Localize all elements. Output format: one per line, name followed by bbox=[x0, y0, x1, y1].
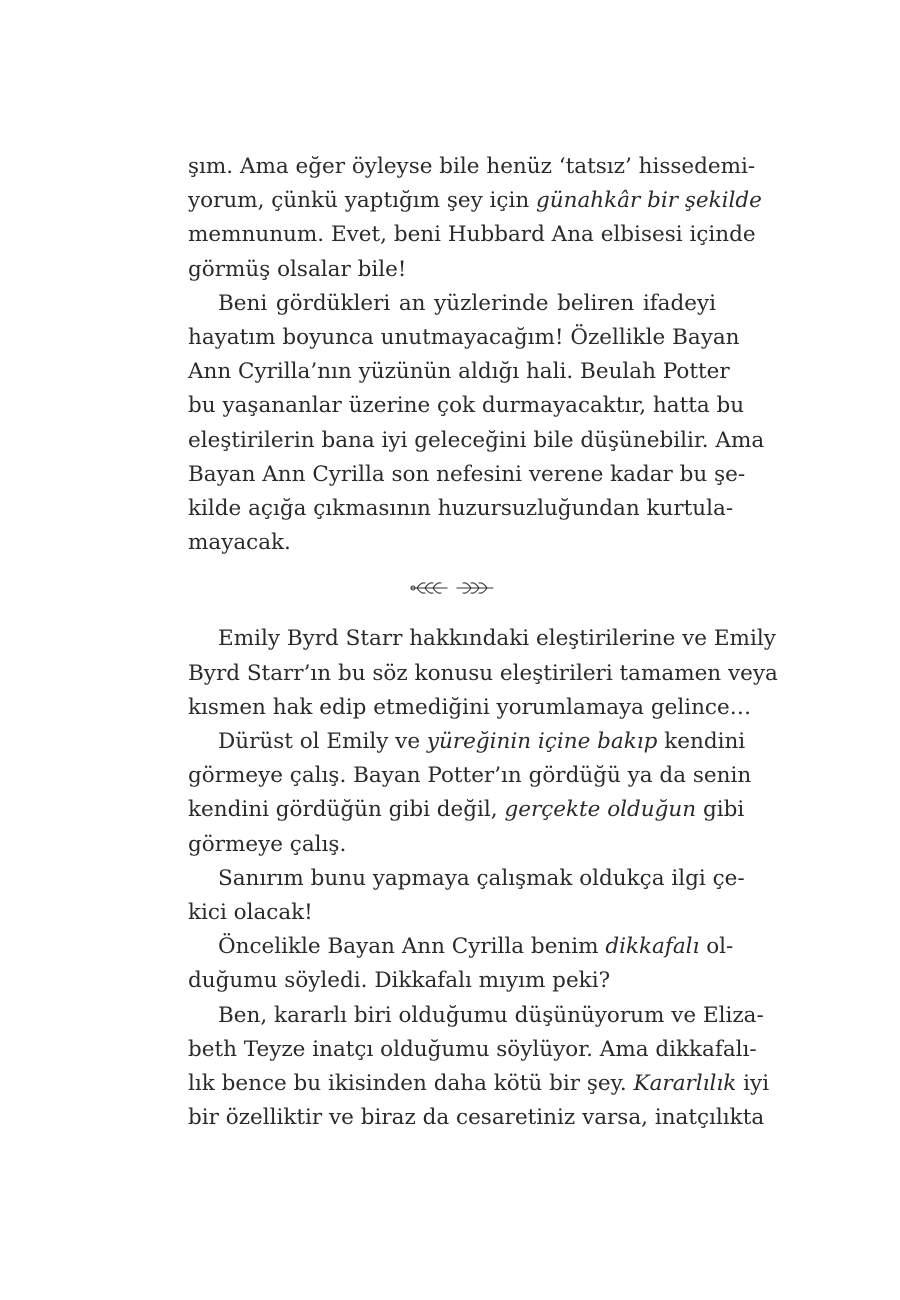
text-line: eleştirilerin bana iyi geleceğini bile düşünebilir. Ama bbox=[188, 427, 765, 453]
text-line: bu yaşananlar üzerine çok durmayacaktır, hatta bu bbox=[188, 393, 745, 419]
paragraph bbox=[188, 622, 778, 725]
text-line: bir özelliktir ve biraz da cesaretiniz varsa, inatçılıkta bbox=[188, 1105, 765, 1131]
text-line: hayatım boyunca unutmayacağım! Özellikle Bayan bbox=[188, 325, 740, 351]
text-section-1 bbox=[188, 150, 765, 560]
text-line: Öncelikle Bayan Ann Cyrilla benim dikkafalı ol- bbox=[218, 934, 734, 960]
text-line: görmüş olsalar bile! bbox=[188, 256, 407, 282]
text-line: görmeye çalış. Bayan Potter’ın gördüğü ya da senin bbox=[188, 763, 752, 789]
text-line: mayacak. bbox=[188, 530, 291, 556]
paragraph bbox=[188, 930, 734, 998]
text-line: Beni gördükleri an yüzlerinde beliren ifadeyi bbox=[218, 290, 716, 316]
text-line: Dürüst ol Emily ve yüreğinin içine bakıp kendini bbox=[218, 729, 746, 755]
text-line: memnunum. Evet, beni Hubbard Ana elbisesi içinde bbox=[188, 222, 756, 248]
paragraph bbox=[188, 725, 752, 862]
text-line: Ben, kararlı biri olduğumu düşünüyorum ve Eliza- bbox=[218, 1002, 764, 1028]
paragraph bbox=[188, 862, 745, 930]
text-line: kendini gördüğün gibi değil, gerçekte olduğun gibi bbox=[188, 797, 745, 823]
text-line: görmeye çalış. bbox=[188, 831, 347, 857]
text-line: kici olacak! bbox=[188, 900, 313, 926]
text-line: beth Teyze inatçı olduğumu söylüyor. Ama dikkafalı- bbox=[188, 1036, 757, 1062]
text-line: kısmen hak edip etmediğini yorumlamaya gelince… bbox=[188, 694, 752, 720]
text-line: Sanırım bunu yapmaya çalışmak oldukça ilgi çe- bbox=[218, 865, 745, 891]
section-divider bbox=[188, 566, 716, 610]
paragraph bbox=[188, 287, 765, 561]
text-line: yorum, çünkü yaptığım şey için günahkâr bir şekilde bbox=[188, 188, 762, 214]
text-line: Emily Byrd Starr hakkındaki eleştirilerine ve Emily bbox=[218, 626, 776, 652]
leaf-sprig-divider-icon bbox=[409, 578, 495, 598]
text-line: Bayan Ann Cyrilla son nefesini verene kadar bu şe- bbox=[188, 461, 746, 487]
text-section-2 bbox=[188, 622, 778, 1135]
text-line: duğumu söyledi. Dikkafalı mıyım peki? bbox=[188, 968, 611, 994]
text-line: Ann Cyrilla’nın yüzünün aldığı hali. Beulah Potter bbox=[188, 359, 730, 385]
book-page bbox=[188, 150, 778, 1135]
text-line: Byrd Starr’ın bu söz konusu eleştirileri tamamen veya bbox=[188, 660, 778, 686]
text-line: şım. Ama eğer öyleyse bile henüz ‘tatsız’ hissedemi- bbox=[188, 154, 756, 179]
text-line: lık bence bu ikisinden daha kötü bir şey. Kararlılık iyi bbox=[188, 1071, 770, 1097]
paragraph bbox=[188, 999, 770, 1136]
paragraph bbox=[188, 150, 762, 287]
text-line: kilde açığa çıkmasının huzursuzluğundan kurtula- bbox=[188, 496, 734, 522]
